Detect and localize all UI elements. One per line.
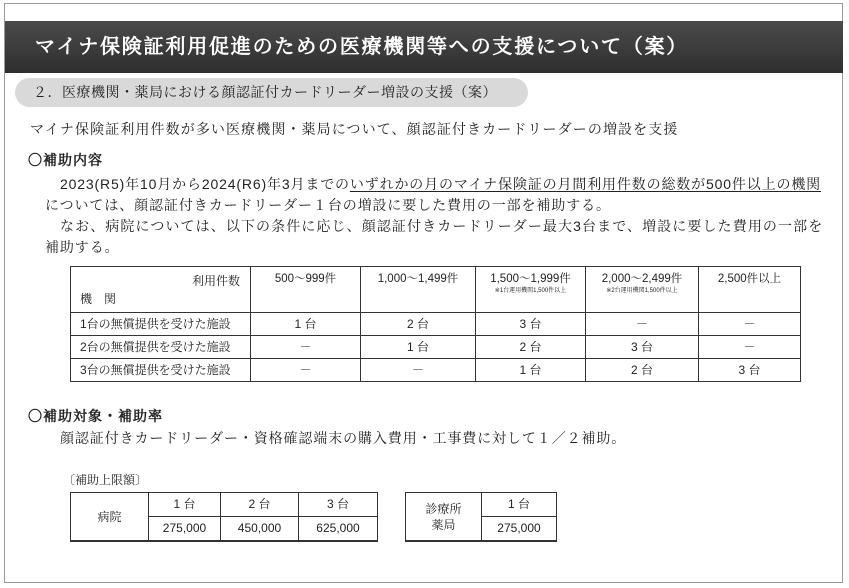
limit-amount: 625,000 bbox=[299, 517, 378, 542]
usage-column-header bbox=[699, 267, 801, 313]
limit-amount: 450,000 bbox=[221, 517, 299, 542]
usage-table-header-row bbox=[71, 267, 801, 313]
eligibility-condition-underlined: いずれかの月のマイナ保険証の月間利用件数の総数が500件以上の機関 bbox=[349, 176, 822, 192]
period-text: 2023(R5)年10月から2024(R6)年3月までの bbox=[60, 176, 350, 192]
table-cell: － bbox=[699, 313, 801, 336]
table-cell: 3 台 bbox=[699, 359, 801, 382]
hospital-note-line-1: なお、病院については、以下の条件に応じ、顔認証付きカードリーダー最大3台まで、増設に要した費用の一部を bbox=[60, 218, 824, 234]
clinic-pharmacy-limit-table bbox=[405, 492, 557, 542]
table-cell: 3 台 bbox=[476, 313, 586, 336]
unit-count-header: 1 台 bbox=[482, 493, 557, 517]
row-label: 2台の無償提供を受けた施設 bbox=[71, 336, 251, 359]
table-cell: 2 台 bbox=[361, 313, 476, 336]
subsidy-target-text: 顔認証付きカードリーダー・資格確認端末の購入費用・工事費に対して１／２補助。 bbox=[60, 430, 627, 446]
subsidy-content-heading: 〇補助内容 bbox=[28, 152, 103, 168]
institution-axis-label: 機 関 bbox=[80, 292, 117, 306]
row-label: 1台の無償提供を受けた施設 bbox=[71, 313, 251, 336]
clinic-label: 診療所 bbox=[425, 501, 462, 516]
section-header bbox=[15, 78, 528, 107]
pharmacy-label: 薬局 bbox=[431, 517, 456, 532]
subsidy-content-line-1 bbox=[60, 174, 821, 194]
section-title: ２．医療機関・薬局における顔認証付カードリーダー増設の支援（案） bbox=[33, 84, 497, 100]
table-cell: 2 台 bbox=[586, 359, 699, 382]
limit-amount: 275,000 bbox=[482, 517, 557, 542]
limits-heading: 〔補助上限額〕 bbox=[63, 473, 148, 487]
usage-column-label: 1,500〜1,999件 bbox=[490, 273, 571, 285]
table-row bbox=[71, 336, 801, 359]
table-row bbox=[406, 493, 557, 517]
row-label: 3台の無償提供を受けた施設 bbox=[71, 359, 251, 382]
table-cell: － bbox=[586, 313, 699, 336]
unit-count-header: 3 台 bbox=[299, 493, 378, 517]
table-cell: 2 台 bbox=[476, 336, 586, 359]
table-cell: － bbox=[361, 359, 476, 382]
table-row bbox=[71, 359, 801, 382]
table-cell: － bbox=[699, 336, 801, 359]
usage-column-header bbox=[476, 267, 586, 313]
table-cell: － bbox=[251, 359, 361, 382]
table-row bbox=[71, 313, 801, 336]
usage-column-note: ※2台運用機関1,500件以上 bbox=[606, 288, 678, 294]
subsidy-content-line-2: については、顔認証付きカードリーダー１台の増設に要した費用の一部を補助する。 bbox=[45, 197, 611, 213]
limit-amount: 275,000 bbox=[149, 517, 221, 542]
table-row bbox=[71, 493, 378, 517]
usage-count-axis-label: 利用件数 bbox=[191, 274, 240, 288]
title-bar bbox=[5, 21, 843, 73]
hospital-limit-table bbox=[70, 492, 378, 542]
usage-column-label: 2,000〜2,499件 bbox=[601, 273, 683, 285]
table-cell: － bbox=[251, 336, 361, 359]
usage-column-label: 2,500件以上 bbox=[717, 273, 782, 285]
table-cell: 3 台 bbox=[586, 336, 699, 359]
unit-count-header: 2 台 bbox=[221, 493, 299, 517]
hospital-note-line-2: 補助する。 bbox=[45, 239, 120, 255]
table-cell: 1 台 bbox=[361, 336, 476, 359]
usage-column-label: 500〜999件 bbox=[274, 273, 337, 285]
usage-table-corner-cell bbox=[71, 267, 251, 313]
usage-count-table bbox=[70, 266, 801, 382]
usage-column-header bbox=[586, 267, 699, 313]
page-title: マイナ保険証利用促進のための医療機関等への支援について（案） bbox=[35, 36, 689, 58]
subsidy-target-heading: 〇補助対象・補助率 bbox=[28, 408, 163, 424]
unit-count-header: 1 台 bbox=[149, 493, 221, 517]
usage-column-header bbox=[361, 267, 476, 313]
table-cell: 1 台 bbox=[251, 313, 361, 336]
usage-column-label: 1,000〜1,499件 bbox=[377, 273, 459, 285]
table-cell: 1 台 bbox=[476, 359, 586, 382]
clinic-pharmacy-label bbox=[406, 493, 482, 542]
usage-column-note: ※1台運用機関1,500件以上 bbox=[494, 288, 567, 294]
usage-column-header bbox=[251, 267, 361, 313]
hospital-label: 病院 bbox=[71, 493, 149, 542]
intro-text: マイナ保険証利用件数が多い医療機関・薬局について、顔認証付きカードリーダーの増設を支援 bbox=[30, 121, 679, 137]
